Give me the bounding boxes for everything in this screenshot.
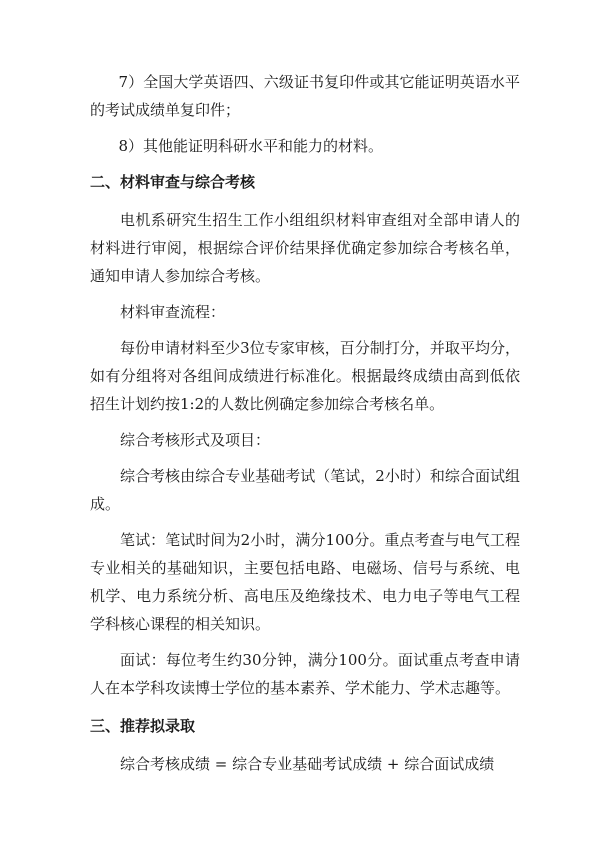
paragraph-exam-format: 综合考核由综合专业基础考试（笔试，2小时）和综合面试组成。 [90, 467, 520, 513]
paragraph-interview: 面试：每位考生约30分钟，满分100分。面试重点考查申请人在本学科攻读博士学位的基本素养、学术能力、学术志趣等。 [90, 651, 520, 697]
paragraph-written-exam: 笔试：笔试时间为2小时，满分100分。重点考查与电气工程专业相关的基础知识，主要包括电路、电磁场、信号与系统、电机学、电力系统分析、高电压及绝缘技术、电力电子等电气工程学科核心课程的相关知识。 [90, 531, 520, 633]
list-item-english-certificate: 7）全国大学英语四、六级证书复印件或其它能证明英语水平的考试成绩单复印件； [90, 73, 520, 119]
section-heading-material-review: 二、材料审查与综合考核 [90, 173, 256, 191]
subheading-exam-format: 综合考核形式及项目： [120, 431, 271, 449]
paragraph-review-intro: 电机系研究生招生工作小组组织材料审查组对全部申请人的材料进行审阅，根据综合评价结果择优确定参加综合考核名单，通知申请人参加综合考核。 [90, 211, 520, 285]
list-item-other-materials: 8）其他能证明科研水平和能力的材料。 [118, 137, 384, 155]
subheading-review-process: 材料审查流程： [120, 303, 226, 321]
section-heading-admission: 三、推荐拟录取 [90, 717, 196, 735]
paragraph-score-formula: 综合考核成绩 = 综合专业基础考试成绩 + 综合面试成绩 [120, 755, 495, 773]
document-page [90, 68, 520, 786]
paragraph-review-process: 每份申请材料至少3位专家审核，百分制打分，并取平均分，如有分组将对各组间成绩进行标准化。根据最终成绩由高到低依招生计划约按1:2的人数比例确定参加综合考核名单。 [90, 339, 520, 413]
